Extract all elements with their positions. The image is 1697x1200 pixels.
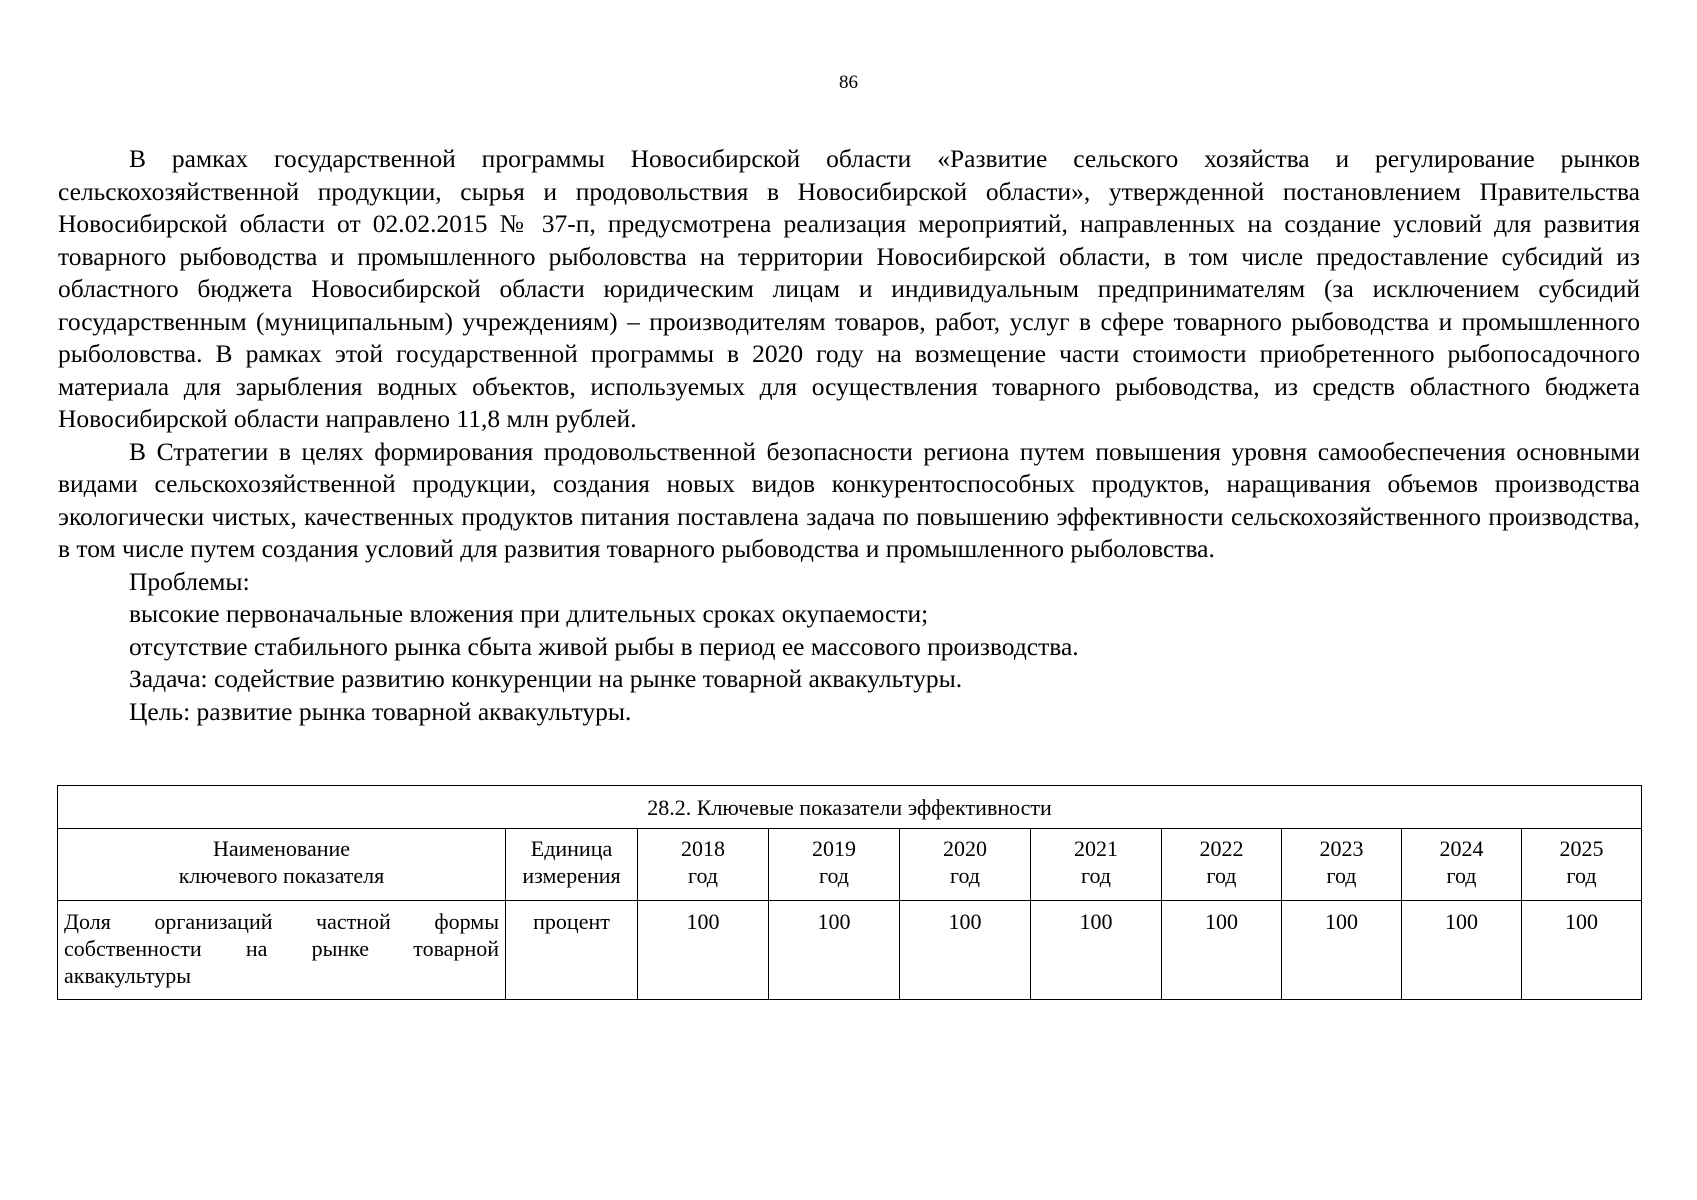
paragraph-strategy: В Стратегии в целях формирования продовольственной безопасности региона путем повышения уровня самообеспечения основными видами сельскохозяйственной продукции, создания новых видов конкурентоспособных продуктов, наращивания объемов производства экологически чистых, качественных продуктов питания поставлена задача по повышению эффективности сельскохозяйственного производства, в том числе путем создания условий для развития товарного рыбоводства и промышленного рыболовства. (58, 436, 1640, 563)
header-year-2024 (1402, 829, 1522, 901)
header-year-2019 (769, 829, 900, 901)
value-cell-2024: 100 (1402, 901, 1522, 1000)
header-year-2021 (1031, 829, 1162, 901)
header-year: 2021 (1074, 836, 1118, 861)
header-indicator-name-line2: ключевого показателя (178, 863, 385, 888)
header-unit-line1: Единица (530, 836, 613, 861)
page-number: 86 (839, 72, 858, 93)
header-year-2025 (1522, 829, 1642, 901)
problem-item: высокие первоначальные вложения при длительных сроках окупаемости; (129, 599, 929, 628)
value-cell-2019: 100 (769, 901, 900, 1000)
header-unit (506, 829, 638, 901)
indicator-name-cell: Доля организаций частной формы собственности на рынке товарной аквакультуры (58, 901, 506, 1000)
header-year-2022 (1162, 829, 1282, 901)
header-year-suffix: год (1446, 863, 1477, 888)
header-year-2023 (1282, 829, 1402, 901)
table-row (58, 901, 1642, 1000)
goal-line: Цель: развитие рынка товарной аквакультуры. (129, 696, 632, 726)
task-line: Задача: содействие развитию конкуренции на рынке товарной аквакультуры. (129, 664, 963, 693)
value-cell-2025: 100 (1522, 901, 1642, 1000)
value-cell-2021: 100 (1031, 901, 1162, 1000)
header-year-2018 (638, 829, 769, 901)
value-cell-2022: 100 (1162, 901, 1282, 1000)
value-cell-2018: 100 (638, 901, 769, 1000)
header-year-suffix: год (1566, 863, 1597, 888)
unit-cell: процент (506, 901, 638, 1000)
header-year-suffix: год (1326, 863, 1357, 888)
table-caption: 28.2. Ключевые показатели эффективности (58, 786, 1642, 829)
header-year: 2018 (681, 836, 725, 861)
header-year-suffix: год (1080, 863, 1112, 888)
header-year: 2023 (1319, 836, 1364, 861)
header-year-suffix: год (818, 863, 850, 888)
paragraph-program: В рамках государственной программы Новосибирской области «Развитие сельского хозяйства и регулирование рынков сельскохозяйственной продукции, сырья и продовольствия в Новосибирской области», утвержденной постановлением Правительства Новосибирской области от 02.02.2015 № 37-п, предусмотрена реализация мероприятий, направленных на создание условий для развития товарного рыбоводства и промышленного рыболовства на территории Новосибирской области, в том числе предоставление субсидий из областного бюджета Новосибирской области юридическим лицам и индивидуальным предпринимателям (за исключением субсидий государственным (муниципальным) учреждениям) – производителям товаров, работ, услуг в сфере товарного рыбоводства и промышленного рыболовства. В рамках этой государственной программы в 2020 году на возмещение части стоимости приобретенного рыбопосадочного материала для зарыбления водных объектов, используемых для осуществления товарного рыбоводства, из средств областного бюджета Новосибирской области направлено 11,8 млн рублей. (58, 144, 1640, 433)
header-year-suffix: год (1206, 863, 1237, 888)
header-indicator-name-line1: Наименование (212, 836, 351, 861)
body-text (58, 143, 1640, 728)
header-year-suffix: год (687, 863, 719, 888)
header-unit-line2: измерения (522, 863, 621, 888)
value-cell-2023: 100 (1282, 901, 1402, 1000)
header-year: 2020 (943, 836, 987, 861)
header-year-suffix: год (949, 863, 981, 888)
header-year: 2019 (812, 836, 856, 861)
problems-heading: Проблемы: (129, 566, 250, 596)
value-cell-2020: 100 (900, 901, 1031, 1000)
header-indicator-name (58, 829, 506, 901)
header-year: 2022 (1199, 836, 1244, 861)
header-year-2020 (900, 829, 1031, 901)
header-year: 2024 (1439, 836, 1484, 861)
kpi-table (57, 785, 1642, 1000)
problem-item: отсутствие стабильного рынка сбыта живой рыбы в период ее массового производства. (129, 631, 1079, 661)
header-year: 2025 (1559, 836, 1604, 861)
table-header-row (58, 829, 1642, 901)
